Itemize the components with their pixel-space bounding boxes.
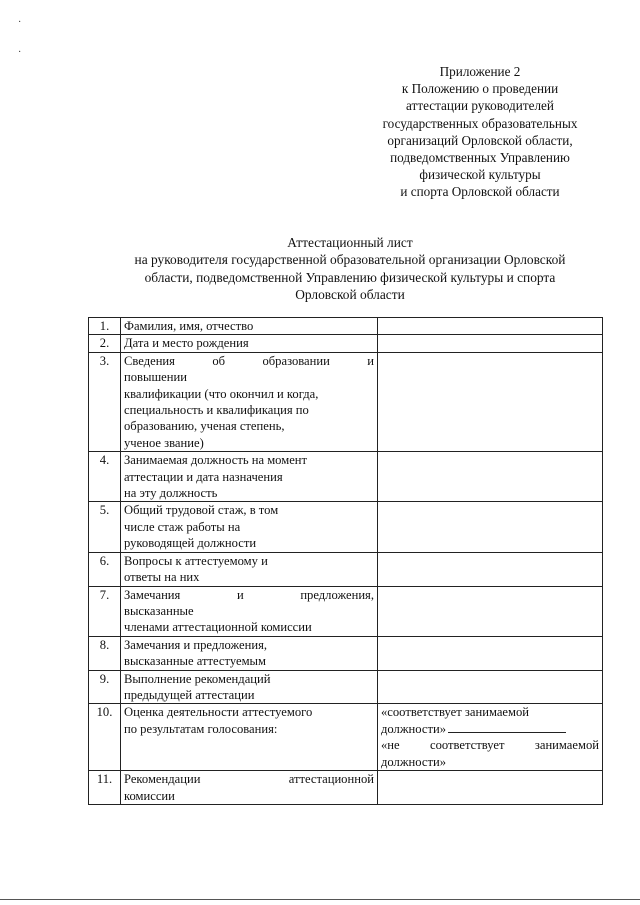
row-value-cell[interactable] [378, 352, 603, 451]
row-label-line: повышении [124, 370, 187, 385]
row-label [121, 318, 378, 335]
scan-edge-line [0, 899, 640, 900]
row-value-cell[interactable] [378, 552, 603, 586]
row-label [121, 452, 378, 502]
scan-mark: · [18, 17, 22, 28]
appendix-line: государственных образовательных [382, 115, 578, 131]
row-value-cell[interactable] [378, 586, 603, 636]
table-row [89, 335, 603, 352]
row-label-line: квалификации (что окончил и когда, [124, 386, 319, 401]
row-label [121, 704, 378, 771]
scan-marks [18, 8, 21, 68]
row-label [121, 502, 378, 552]
row-label-line: Выполнение рекомендаций [124, 671, 271, 686]
row-number: 5. [89, 502, 121, 552]
vote-option-line: «не соответствует занимаемой [381, 738, 599, 753]
vote-option-line: «соответствует занимаемой [381, 705, 530, 720]
vote-option-line: должности» [381, 754, 447, 769]
row-label-line: Общий трудовой стаж, в том [124, 503, 279, 518]
attestation-table [88, 317, 603, 805]
row-label-line: Сведения об образовании и [124, 353, 374, 368]
table-row [89, 771, 603, 805]
row-number: 2. [89, 335, 121, 352]
title-line: области, подведомственной Управлению физической культуры и спорта [144, 269, 556, 285]
vote-option-line-wrap [381, 721, 599, 737]
title-line: на руководителя государственной образовательной организации Орловской [134, 252, 566, 268]
row-number: 4. [89, 452, 121, 502]
appendix-line: подведомственных Управлению [390, 150, 570, 166]
row-number: 8. [89, 636, 121, 670]
row-label-line: Замечания и предложения, [124, 587, 374, 602]
row-number: 10. [89, 704, 121, 771]
table-row [89, 586, 603, 636]
row-label-line: предыдущей аттестации [124, 687, 255, 702]
row-number: 1. [89, 318, 121, 335]
row-label [121, 670, 378, 704]
row-label [121, 335, 378, 352]
table-row [89, 636, 603, 670]
title-line: Орловской области [295, 287, 405, 303]
title-line: Аттестационный лист [287, 235, 413, 250]
row-label-line: Замечания и предложения, [124, 637, 268, 652]
row-label-line: на эту должность [124, 486, 218, 501]
appendix-line: аттестации руководителей [406, 98, 554, 114]
row-number: 11. [89, 771, 121, 805]
row-label [121, 352, 378, 451]
row-label-line: членами аттестационной комиссии [124, 620, 312, 635]
table-row [89, 502, 603, 552]
row-label-line: Дата и место рождения [124, 336, 249, 351]
appendix-line: организаций Орловской области, [387, 132, 573, 148]
row-label-line: Оценка деятельности аттестуемого [124, 705, 313, 720]
row-label-line: Фамилия, имя, отчество [124, 319, 254, 333]
row-value-cell[interactable] [378, 771, 603, 805]
row-label-line: ответы на них [124, 570, 200, 585]
row-label-line: комиссии [124, 788, 175, 803]
row-label [121, 636, 378, 670]
appendix-header [360, 63, 600, 201]
appendix-line: и спорта Орловской области [400, 184, 560, 200]
row-number: 7. [89, 586, 121, 636]
row-value-cell[interactable] [378, 502, 603, 552]
row-label-line: Рекомендации аттестационной [124, 772, 374, 787]
vote-option-line: должности» [381, 721, 447, 736]
vote-blank-line[interactable] [448, 722, 566, 733]
row-label-line: аттестации и дата назначения [124, 469, 283, 484]
table-row [89, 352, 603, 451]
document-title [80, 234, 620, 304]
scan-mark: · [18, 47, 22, 58]
row-value-cell[interactable] [378, 335, 603, 352]
row-label-line: высказанные аттестуемым [124, 654, 266, 669]
appendix-line: Приложение 2 [439, 64, 521, 79]
row-label-line: Вопросы к аттестуемому и [124, 553, 268, 568]
appendix-line: к Положению о проведении [401, 81, 559, 97]
row-value-cell[interactable] [378, 318, 603, 335]
row-label-line: Занимаемая должность на момент [124, 453, 308, 468]
row-label-line: образованию, ученая степень, [124, 419, 285, 434]
row-number: 3. [89, 352, 121, 451]
table-row [89, 552, 603, 586]
appendix-line: физической культуры [419, 167, 541, 183]
row-label-line: числе стаж работы на [124, 519, 241, 534]
row-number: 6. [89, 552, 121, 586]
row-label-line: руководящей должности [124, 536, 257, 551]
vote-options [378, 704, 603, 771]
table-row [89, 670, 603, 704]
table-row [89, 704, 603, 771]
row-label [121, 586, 378, 636]
row-label [121, 771, 378, 805]
row-label [121, 552, 378, 586]
row-value-cell[interactable] [378, 670, 603, 704]
row-value-cell[interactable] [378, 452, 603, 502]
row-value-cell[interactable] [378, 636, 603, 670]
row-label-line: специальность и квалификация по [124, 403, 309, 418]
row-number: 9. [89, 670, 121, 704]
row-label-line: ученое звание) [124, 435, 204, 450]
table-row [89, 452, 603, 502]
row-label-line: по результатам голосования: [124, 721, 278, 736]
table-row [89, 318, 603, 335]
row-label-line: высказанные [124, 603, 194, 618]
